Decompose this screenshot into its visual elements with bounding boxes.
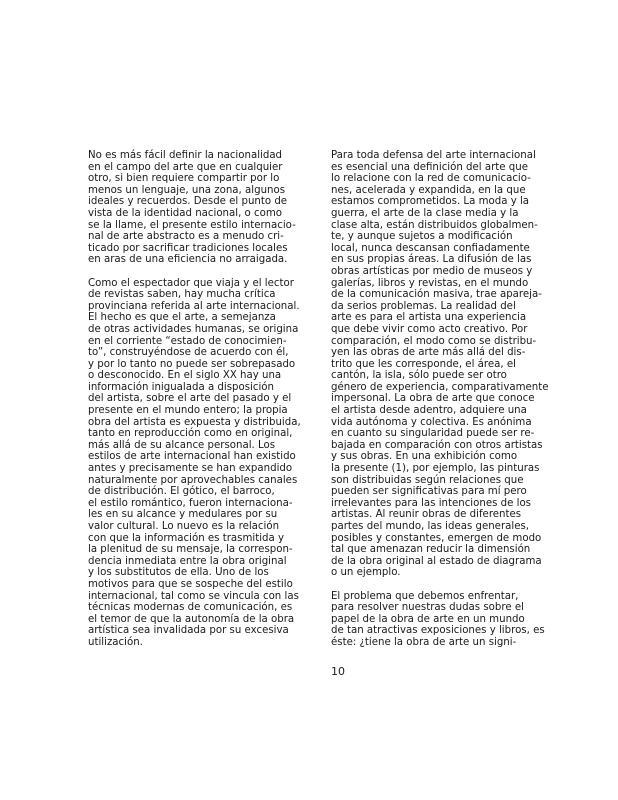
text-line: artística sea invalidada por su excesiva: [88, 625, 289, 637]
text-line: información inigualada a disposición: [88, 381, 274, 393]
text-line: en cuanto su singularidad puede ser re-: [331, 428, 535, 440]
text-line: técnicas modernas de comunicación, es: [88, 602, 293, 614]
text-line: local, nunca descansan confiadamente: [331, 242, 530, 254]
text-line: y sus obras. En una exhibición como: [331, 451, 518, 463]
text-line: bajada en comparación con otros artistas: [331, 439, 543, 451]
text-line: El problema que debemos enfrentar,: [331, 590, 519, 602]
text-line: de la obra original al estado de diagrama: [331, 555, 542, 567]
text-line: de otras actividades humanas, se origina: [88, 323, 299, 335]
text-line: dencia inmediata entre la obra original: [88, 555, 287, 567]
text-line: irrelevantes para las intenciones de los: [331, 497, 531, 509]
text-line: otro, si bien requiere compartir por lo: [88, 173, 280, 185]
text-line: yen las obras de arte más allá del dis-: [331, 347, 526, 359]
text-line: de revistas saben, hay mucha crítica: [88, 289, 276, 301]
text-line: del artista, sobre el arte del pasado y el: [88, 393, 292, 405]
text-line: lo relacione con la red de comunicacio-: [331, 173, 531, 185]
text-line: ticado por sacrificar tradiciones locales: [88, 242, 288, 254]
text-line: para resolver nuestras dudas sobre el: [331, 602, 524, 614]
text-line: en el campo del arte que en cualquier: [88, 161, 283, 173]
paragraph-gap: [331, 579, 563, 591]
text-line: y los substitutos de ella. Uno de los: [88, 567, 269, 579]
text-line: obras artísticas por medio de museos y: [331, 265, 533, 277]
text-line: cantón, la isla, sólo puede ser otro: [331, 370, 507, 382]
text-line: to”, construyéndose de acuerdo con él,: [88, 347, 289, 359]
text-line: guerra, el arte de la clase media y la: [331, 207, 519, 219]
text-line: te, y aunque sujetos a modificación: [331, 231, 513, 243]
text-line: estamos comprometidos. La moda y la: [331, 196, 530, 208]
text-line: de la comunicación masiva, trae apareja-: [331, 289, 542, 301]
text-line: ideales y recuerdos. Desde el punto de: [88, 196, 288, 208]
text-line: con que la información es trasmitida y: [88, 532, 285, 544]
text-line: presente en el mundo entero; la propia: [88, 405, 288, 417]
text-line: de distribución. El gótico, el barroco,: [88, 486, 275, 498]
text-line: más allá de su alcance personal. Los: [88, 439, 276, 451]
text-line: el temor de que la autonomía de la obra: [88, 613, 295, 625]
text-line: el artista desde adentro, adquiere una: [331, 405, 527, 417]
text-line: o desconocido. En el siglo XX hay una: [88, 370, 282, 382]
text-line: antes y precisamente se han expandido: [88, 463, 293, 475]
text-line: vida autónoma y colectiva. Es anónima: [331, 416, 532, 428]
text-line: la presente (1), por ejemplo, las pinturas: [331, 463, 540, 475]
text-line: artistas. Al reunir obras de diferentes: [331, 509, 522, 521]
paragraph-gap: [88, 266, 320, 278]
text-line: clase alta, están distribuidos globalmen-: [331, 219, 538, 231]
paragraph: [331, 150, 563, 579]
text-line: y por lo tanto no puede ser sobrepasado: [88, 358, 296, 370]
paragraph: [88, 278, 320, 649]
text-line: de tan atractivas exposiciones y libros, es: [331, 625, 545, 637]
text-line: que debe vivir como acto creativo. Por: [331, 323, 528, 335]
text-line: les en su alcance y medulares por su: [88, 509, 278, 521]
text-line: tal que amenazan reducir la dimensión: [331, 544, 531, 556]
text-line: El hecho es que el arte, a semejanza: [88, 312, 276, 324]
text-line: género de experiencia, comparativamente: [331, 381, 549, 393]
paragraph: [331, 591, 563, 649]
text-line: se la llame, el presente estilo internacio-: [88, 219, 296, 231]
text-line: Para toda defensa del arte internacional: [331, 150, 536, 161]
text-line: tanto en reproducción como en original,: [88, 428, 293, 440]
left-text-column: [88, 150, 320, 649]
text-line: arte es para el artista una experiencia: [331, 312, 527, 324]
text-line: el estilo romántico, fueron internaciona-: [88, 497, 293, 509]
text-line: nal de arte abstracto es a menudo cri-: [88, 231, 284, 243]
text-line: naturalmente por aprovechables canales: [88, 474, 298, 486]
text-line: motivos para que se sospeche del estilo: [88, 578, 293, 590]
text-line: comparación, el modo como se distribu-: [331, 335, 537, 347]
text-line: obra del artista es expuesta y distribuida,: [88, 416, 301, 428]
text-line: estilos de arte internacional han existido: [88, 451, 296, 463]
text-line: o un ejemplo.: [331, 567, 401, 579]
text-line: posibles y constantes, emergen de modo: [331, 532, 542, 544]
text-line: papel de la obra de arte en un mundo: [331, 613, 525, 625]
text-line: en sus propias áreas. La difusión de las: [331, 254, 532, 266]
text-line: en el corriente “estado de conocimien-: [88, 335, 287, 347]
text-line: impersonal. La obra de arte que conoce: [331, 393, 535, 405]
text-line: internacional, tal como se vincula con las: [88, 590, 299, 602]
text-line: trito que les corresponde, el área, el: [331, 358, 516, 370]
text-line: da serios problemas. La realidad del: [331, 300, 516, 312]
text-line: son distribuidas según relaciones que: [331, 474, 524, 486]
page-number: 10: [331, 665, 345, 678]
text-line: nes, acelerada y expandida, en la que: [331, 184, 526, 196]
paragraph: [88, 150, 320, 266]
text-line: valor cultural. Lo nuevo es la relación: [88, 521, 280, 532]
text-line: éste: ¿tiene la obra de arte un signi-: [331, 636, 517, 648]
text-line: la plenitud de su mensaje, la correspon-: [88, 544, 293, 556]
text-line: menos un lenguaje, una zona, algunos: [88, 184, 286, 196]
text-line: es esencial una definición del arte que: [331, 161, 528, 173]
text-line: galerías, libros y revistas, en el mundo: [331, 277, 529, 289]
text-line: No es más fácil definir la nacionalidad: [88, 150, 283, 161]
text-line: vista de la identidad nacional, o como: [88, 207, 283, 219]
text-line: utilización.: [88, 636, 143, 648]
text-line: partes del mundo, las ideas generales,: [331, 521, 530, 532]
text-line: en aras de una eficiencia no arraigada.: [88, 254, 288, 266]
text-line: Como el espectador que viaja y el lector: [88, 277, 294, 289]
text-line: pueden ser significativas para mí pero: [331, 486, 527, 498]
text-line: provinciana referida al arte internacional.: [88, 300, 300, 312]
right-text-column: [331, 150, 563, 649]
